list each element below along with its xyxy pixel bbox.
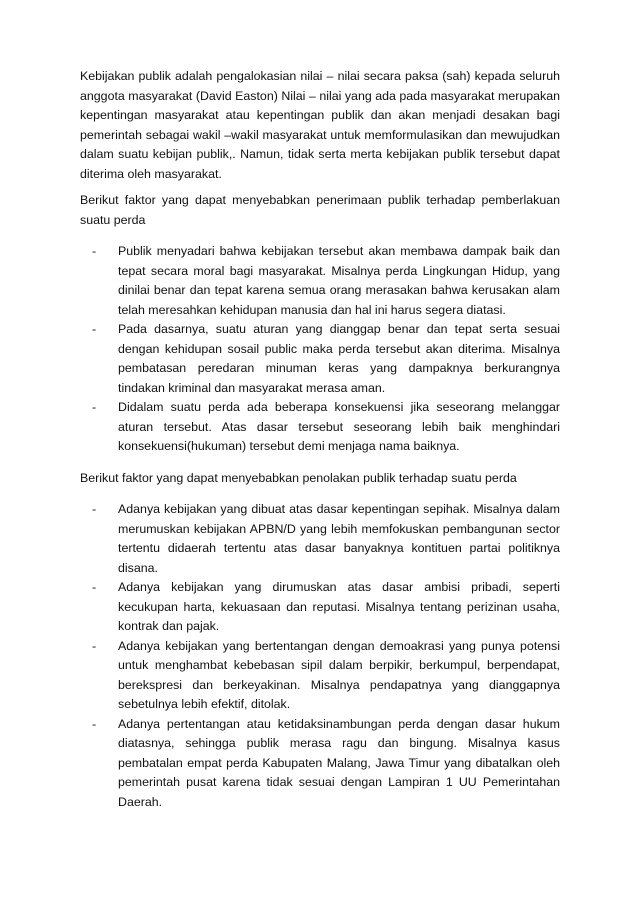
bullet-dash: - [92,502,97,516]
bullet-dash: - [92,638,97,653]
list-item [80,242,560,320]
intro-paragraph: Kebijakan publik adalah pengalokasian nilai – nilai secara paksa (sah) kepada seluruh anggota masyarakat (David Easton) Nilai – nilai yang ada pada masyarakat merupakan kepentingan masyarakat atau kepentingan publik dan akan menjadi desakan bagi pemerintah sebagai wakil –wakil masyarakat untuk memformulasikan dan mewujudkan dalam suatu kebijan publik,. Namun, tidak serta merta kebijakan publik tersebut dapat diterima oleh masyarakat. [80,69,560,181]
list-item-text: Pada dasarnya, suatu aturan yang dianggap benar dan tepat serta sesuai dengan kehidupan sosail public maka perda tersebut akan diterima. Misalnya pembatasan peredaran minuman keras yang dampaknya berkurangnya tindakan kriminal dan masyarakat merasa aman. [118,322,560,395]
bullet-dash: - [92,580,97,594]
list-item [80,637,560,715]
list-item [80,320,560,398]
rejection-heading: Berikut faktor yang dapat menyebabkan penolakan publik terhadap suatu perda [80,470,517,485]
list-item [80,500,560,578]
list-item-text: Didalam suatu perda ada beberapa konsekuensi jika seseorang melanggar aturan tersebut. Atas dasar tersebut seseorang lebih baik menghindari konsekuensi(hukuman) tersebut demi menjaga nama baiknya. [118,400,560,453]
list-item-text: Publik menyadari bahwa kebijakan tersebut akan membawa dampak baik dan tepat secara moral bagi masyarakat. Misalnya perda Lingkungan Hidup, yang dinilai benar dan tepat karena semua orang merasakan bahwa kerusakan alam telah meresahkan kehidupan manusia dan hal ini harus segera diatasi. [118,244,560,317]
list-item-text: Adanya kebijakan yang dibuat atas dasar kepentingan sepihak. Misalnya dalam merumuskan kebijakan APBN/D yang lebih memfokuskan pembangunan sector tertentu didaerah tertentu atas dasar banyaknya kontituen partai politiknya disana. [118,502,560,575]
bullet-dash: - [92,716,97,731]
bullet-dash: - [92,322,97,336]
list-item [80,715,560,813]
list-item-text: Adanya pertentangan atau ketidaksinambungan perda dengan dasar hukum diatasnya, sehingga publik merasa ragu dan bingung. Misalnya kasus pembatalan empat perda Kabupaten Malang, Jawa Timur yang dibatalkan oleh pemerintah pusat karena tidak sesuai dengan Lampiran 1 UU Pemerintahan Daerah. [118,716,560,809]
list-item [80,578,560,637]
bullet-dash: - [92,400,97,414]
acceptance-heading: Berikut faktor yang dapat menyebabkan penerimaan publik terhadap pemberlakuan suatu perda [80,193,560,227]
list-item-text: Adanya kebijakan yang dirumuskan atas dasar ambisi pribadi, seperti kecukupan harta, kekuasaan dan reputasi. Misalnya tentang perizinan usaha, kontrak dan pajak. [118,580,560,633]
list-item-text: Adanya kebijakan yang bertentangan dengan demoakrasi yang punya potensi untuk menghambat kebebasan sipil dalam berpikir, berkumpul, berpendapat, berekspresi dan berkeyakinan. Misalnya pendapatnya yang dianggapnya sebetulnya lebih efektif, ditolak. [118,638,560,711]
list-item [80,398,560,457]
acceptance-list [80,242,560,457]
rejection-list [80,500,560,812]
bullet-dash: - [92,244,97,258]
